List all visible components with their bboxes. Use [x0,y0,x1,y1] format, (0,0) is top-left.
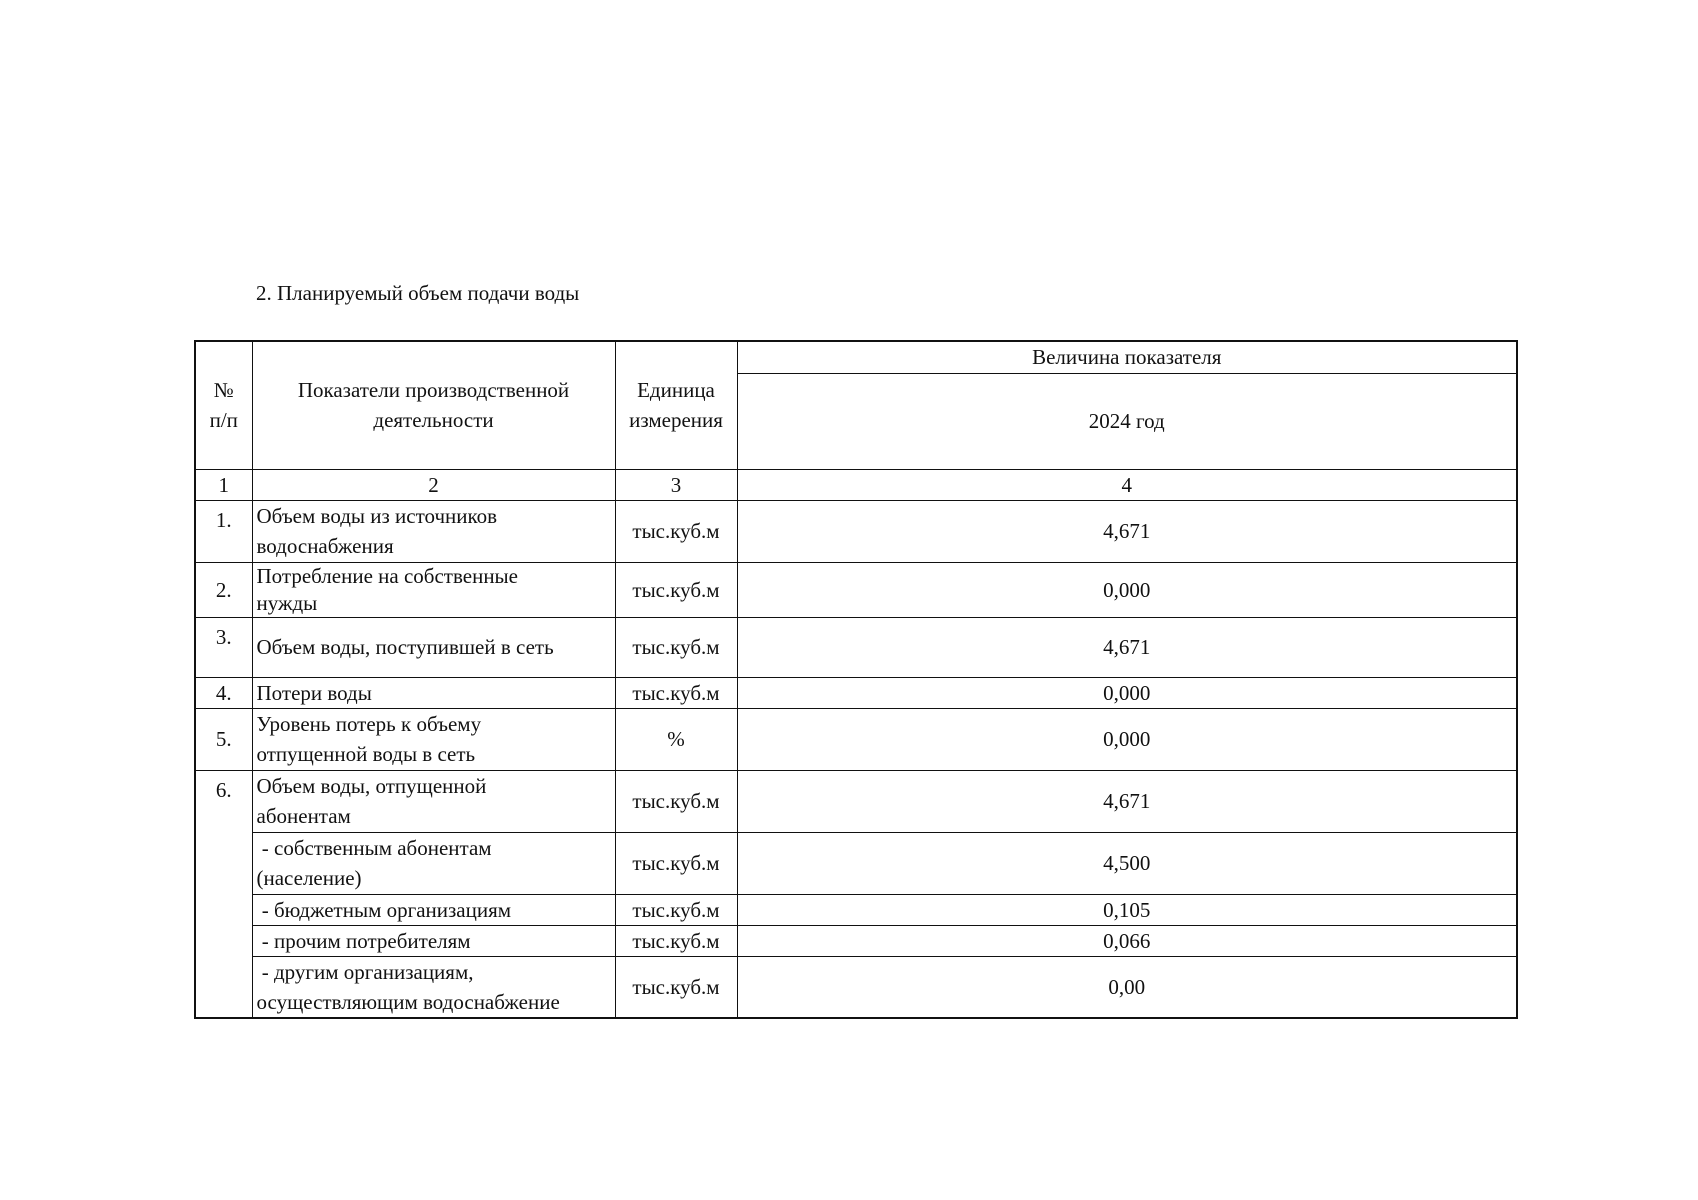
row-value: 0,000 [737,562,1517,617]
row-indicator-line: Объем воды, поступившей в сеть [256,635,554,659]
table-subrow [195,925,1517,956]
row-indicator [252,894,615,925]
row-number: 2. [195,562,252,617]
row-value: 4,671 [737,617,1517,677]
table-subrow [195,894,1517,925]
row-indicator-line: Объем воды из источников [256,504,498,528]
row-value: 0,066 [737,925,1517,956]
row-indicator-line: абонентам [256,804,351,828]
row-unit: тыс.куб.м [615,677,737,708]
row-indicator [252,562,615,617]
row-value: 0,000 [737,677,1517,708]
table-subrow [195,956,1517,1018]
column-number-1: 1 [195,469,252,500]
table-row [195,617,1517,677]
section-heading: 2. Планируемый объем подачи воды [256,281,580,305]
row-number: 5. [195,708,252,770]
row-indicator-line: отпущенной воды в сеть [256,742,476,766]
row-indicator-line: Потери воды [256,680,372,705]
header-number [195,341,252,469]
water-supply-table [194,340,1518,1019]
header-indicator-line-2: деятельности [373,408,494,433]
row-number: 1. [195,500,252,562]
table-row [195,770,1517,832]
row-value: 0,000 [737,708,1517,770]
header-value-group: Величина показателя [737,341,1517,373]
row-indicator-line: нужды [256,590,318,615]
column-number-3: 3 [615,469,737,500]
row-indicator-line: Потребление на собственные [256,563,518,588]
row-value: 4,500 [737,832,1517,894]
table-row [195,677,1517,708]
column-number-2: 2 [252,469,615,500]
header-year: 2024 год [737,373,1517,469]
row-indicator [252,770,615,832]
row-indicator [252,925,615,956]
row-value: 4,671 [737,770,1517,832]
row-unit: тыс.куб.м [615,562,737,617]
row-indicator [252,617,615,677]
row-number: 3. [195,617,252,677]
row-indicator [252,708,615,770]
row-number: 6. [195,770,252,1018]
row-indicator-line: - бюджетным организациям [256,897,512,922]
row-unit: тыс.куб.м [615,956,737,1018]
row-value: 4,671 [737,500,1517,562]
row-indicator-line: Объем воды, отпущенной [256,774,487,798]
column-numbers-row [195,469,1517,500]
table-row [195,562,1517,617]
row-unit: тыс.куб.м [615,617,737,677]
row-indicator-line: - собственным абонентам [256,836,492,860]
header-unit [615,341,737,469]
header-indicator [252,341,615,469]
row-value: 0,00 [737,956,1517,1018]
row-unit: тыс.куб.м [615,832,737,894]
row-indicator [252,832,615,894]
table-subrow [195,832,1517,894]
column-number-4: 4 [737,469,1517,500]
header-unit-line-2: измерения [629,408,723,433]
row-indicator-line: - другим организациям, [256,959,474,984]
row-unit: тыс.куб.м [615,894,737,925]
header-row [195,341,1517,373]
row-number: 4. [195,677,252,708]
row-indicator-line: (население) [256,866,362,890]
header-unit-line-1: Единица [637,378,715,403]
row-indicator-line: - прочим потребителям [256,928,471,953]
row-indicator-line: водоснабжения [256,534,394,558]
row-unit: % [615,708,737,770]
row-unit: тыс.куб.м [615,500,737,562]
row-unit: тыс.куб.м [615,770,737,832]
row-indicator [252,500,615,562]
row-indicator [252,677,615,708]
row-unit: тыс.куб.м [615,925,737,956]
row-indicator [252,956,615,1018]
row-indicator-line: Уровень потерь к объему [256,712,482,736]
table-row [195,708,1517,770]
table-row [195,500,1517,562]
row-value: 0,105 [737,894,1517,925]
header-indicator-line-1: Показатели производственной [297,378,570,403]
header-number-line-1: № [213,378,234,403]
row-indicator-line: осуществляющим водоснабжение [256,989,560,1014]
header-number-line-2: п/п [209,408,238,433]
